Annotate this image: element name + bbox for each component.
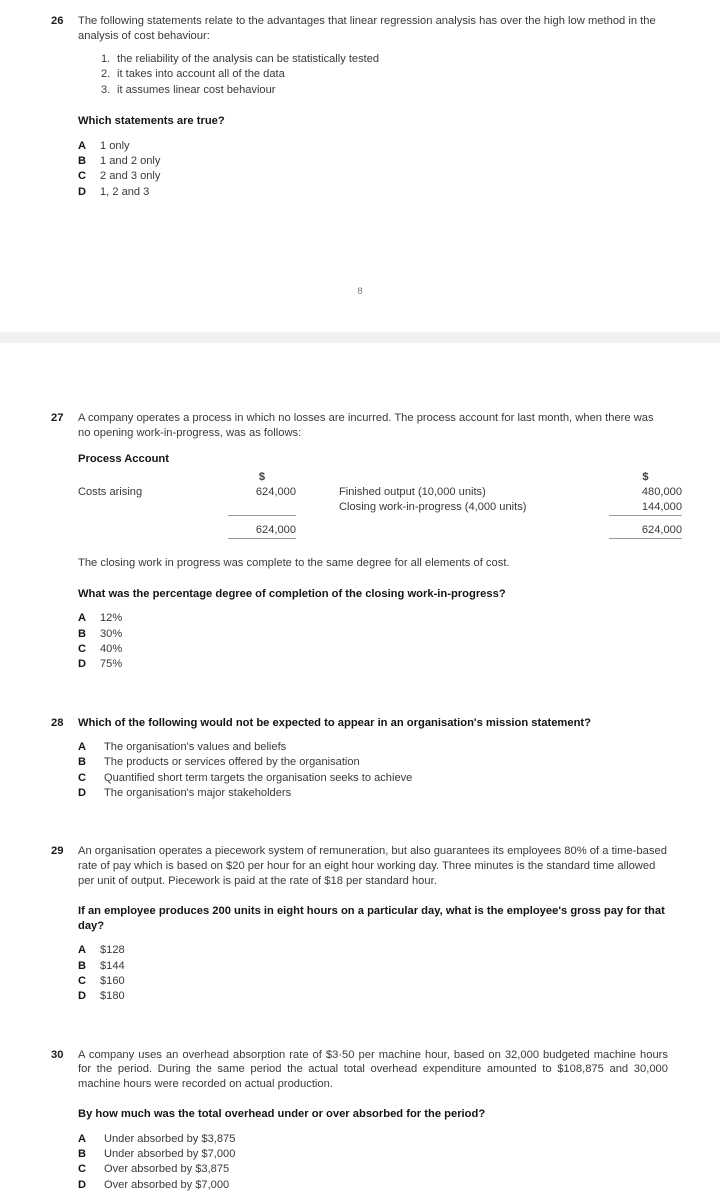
answer-option-a[interactable]: [78, 740, 668, 755]
answer-option-d[interactable]: [78, 657, 668, 672]
option-text: Over absorbed by $3,875: [104, 1163, 230, 1176]
option-letter: C: [78, 974, 87, 987]
answer-options: [78, 139, 668, 200]
answer-option-c[interactable]: [78, 771, 668, 786]
answer-option-a[interactable]: [78, 1132, 668, 1147]
debit-total: 624,000: [228, 523, 296, 539]
option-letter: A: [78, 1132, 87, 1145]
question-number: 30: [51, 1048, 64, 1061]
answer-option-a[interactable]: [78, 611, 668, 626]
question-30: [0, 1005, 720, 1194]
option-text: $160: [100, 974, 125, 987]
question-stem: The following statements relate to the advantages that linear regression analysis has over the high low method in the analysis of cost behaviour:: [78, 15, 656, 42]
process-account-title: Process Account: [78, 453, 169, 466]
option-text: 1 and 2 only: [100, 154, 161, 167]
table-header-row: [78, 470, 682, 485]
answer-options: [78, 1132, 668, 1193]
option-letter: D: [78, 990, 87, 1003]
option-text: $128: [100, 944, 125, 957]
answer-option-c[interactable]: [78, 1162, 668, 1177]
option-text: 30%: [100, 627, 123, 640]
list-item-number: 1.: [101, 53, 111, 66]
question-prompt: If an employee produces 200 units in eight hours on a particular day, what is the employee's gross pay for that day?: [78, 905, 665, 932]
list-item: [78, 67, 668, 82]
option-text: Over absorbed by $7,000: [104, 1178, 230, 1191]
option-text: Under absorbed by $7,000: [104, 1148, 236, 1161]
table-total-row: [78, 523, 682, 539]
question-number: 29: [51, 845, 64, 858]
credit-label: Closing work-in-progress (4,000 units): [339, 501, 527, 514]
question-number: 28: [51, 716, 64, 729]
question-29: [0, 801, 720, 1004]
option-text: 1 only: [100, 139, 130, 152]
page-2: [0, 343, 720, 1199]
option-text: Quantified short term targets the organisation seeks to achieve: [104, 771, 413, 784]
page-number: 8: [357, 286, 363, 297]
question-prompt: What was the percentage degree of completion of the closing work-in-progress?: [78, 587, 506, 600]
answer-option-a[interactable]: [78, 943, 668, 958]
credit-amount: 480,000: [641, 486, 682, 499]
debit-amount: 624,000: [255, 486, 296, 499]
option-letter: B: [78, 756, 87, 769]
option-text: 12%: [100, 612, 123, 625]
option-letter: A: [78, 944, 87, 957]
option-letter: B: [78, 154, 87, 167]
answer-option-a[interactable]: [78, 139, 668, 154]
answer-option-b[interactable]: [78, 627, 668, 642]
process-account-table: [78, 470, 682, 546]
question-27: [0, 343, 720, 673]
answer-options: [78, 611, 668, 672]
option-letter: D: [78, 787, 87, 800]
question-prompt: Which of the following would not be expected to appear in an organisation's mission statement?: [78, 716, 591, 729]
option-text: The organisation's values and beliefs: [104, 741, 287, 754]
question-stem: A company uses an overhead absorption rate of $3·50 per machine hour, based on 32,000 budgeted machine hours for the period. During the same period the actual total overhead expenditure amounted to $108,875 and 30,000 machine hours were recorded on actual production.: [78, 1048, 668, 1090]
answer-option-b[interactable]: [78, 959, 668, 974]
list-item-text: the reliability of the analysis can be statistically tested: [117, 53, 380, 66]
page-separator: [0, 332, 720, 343]
answer-options: [78, 943, 668, 1004]
question-stem: A company operates a process in which no losses are incurred. The process account for last month, when there was no opening work-in-progress, was as follows:: [78, 412, 654, 439]
question-prompt: Which statements are true?: [78, 115, 225, 128]
option-letter: A: [78, 612, 87, 625]
table-row: [78, 485, 682, 500]
option-letter: A: [78, 741, 87, 754]
option-letter: D: [78, 658, 87, 671]
answer-option-b[interactable]: [78, 755, 668, 770]
credit-total: 624,000: [609, 523, 682, 539]
debit-label: Costs arising: [78, 486, 143, 499]
option-text: 2 and 3 only: [100, 170, 161, 183]
option-letter: B: [78, 627, 87, 640]
option-letter: D: [78, 185, 87, 198]
answer-option-b[interactable]: [78, 154, 668, 169]
table-rule-row: [78, 539, 682, 547]
answer-option-b[interactable]: [78, 1147, 668, 1162]
table-row: [78, 500, 682, 516]
option-letter: B: [78, 1148, 87, 1161]
answer-option-d[interactable]: [78, 185, 668, 200]
list-item-text: it assumes linear cost behaviour: [117, 83, 276, 96]
option-text: The products or services offered by the organisation: [104, 756, 360, 769]
question-note: The closing work in progress was complete to the same degree for all elements of cost.: [78, 557, 510, 570]
option-text: $180: [100, 990, 125, 1003]
list-item-number: 3.: [101, 83, 111, 96]
answer-option-d[interactable]: [78, 786, 668, 801]
credit-currency-header: $: [642, 471, 649, 484]
question-number: 27: [51, 412, 64, 424]
credit-amount: 144,000: [641, 501, 682, 514]
answer-option-c[interactable]: [78, 974, 668, 989]
list-item-text: it takes into account all of the data: [117, 68, 285, 81]
answer-option-c[interactable]: [78, 642, 668, 657]
option-text: 1, 2 and 3: [100, 185, 150, 198]
question-number: 26: [51, 15, 64, 27]
table-rule-row: [78, 516, 682, 524]
option-letter: D: [78, 1178, 87, 1191]
debit-total-rule: [228, 539, 296, 547]
credit-total-rule: [609, 539, 682, 547]
question-26: [0, 0, 720, 200]
option-letter: C: [78, 1163, 87, 1176]
list-item-number: 2.: [101, 68, 111, 81]
option-text: Under absorbed by $3,875: [104, 1132, 236, 1145]
answer-option-c[interactable]: [78, 169, 668, 184]
credit-subtotal-rule: [609, 516, 682, 524]
question-stem: An organisation operates a piecework system of remuneration, but also guarantees its employees 80% of a time-based rate of pay which is based on $20 per hour for an eight hour working day. Three minutes is the standard time allowed per unit of output. Piecework is paid at the rate of $18 per standard hour.: [78, 845, 667, 887]
option-letter: C: [78, 170, 87, 183]
debit-currency-header: $: [258, 471, 266, 484]
page-1: [0, 0, 720, 332]
list-item: [78, 83, 668, 98]
answer-options: [78, 740, 668, 801]
option-text: 40%: [100, 642, 123, 655]
option-letter: A: [78, 139, 87, 152]
option-letter: B: [78, 959, 87, 972]
option-text: $144: [100, 959, 125, 972]
option-letter: C: [78, 642, 87, 655]
list-item: [78, 52, 668, 67]
credit-label: Finished output (10,000 units): [339, 486, 486, 499]
option-letter: C: [78, 771, 87, 784]
option-text: The organisation's major stakeholders: [104, 787, 292, 800]
answer-option-d[interactable]: [78, 1178, 668, 1193]
question-28: [0, 673, 720, 802]
answer-option-d[interactable]: [78, 989, 668, 1004]
question-prompt: By how much was the total overhead under or over absorbed for the period?: [78, 1108, 486, 1121]
statement-list: [78, 52, 668, 98]
debit-subtotal-rule: [228, 516, 296, 524]
option-text: 75%: [100, 658, 123, 671]
